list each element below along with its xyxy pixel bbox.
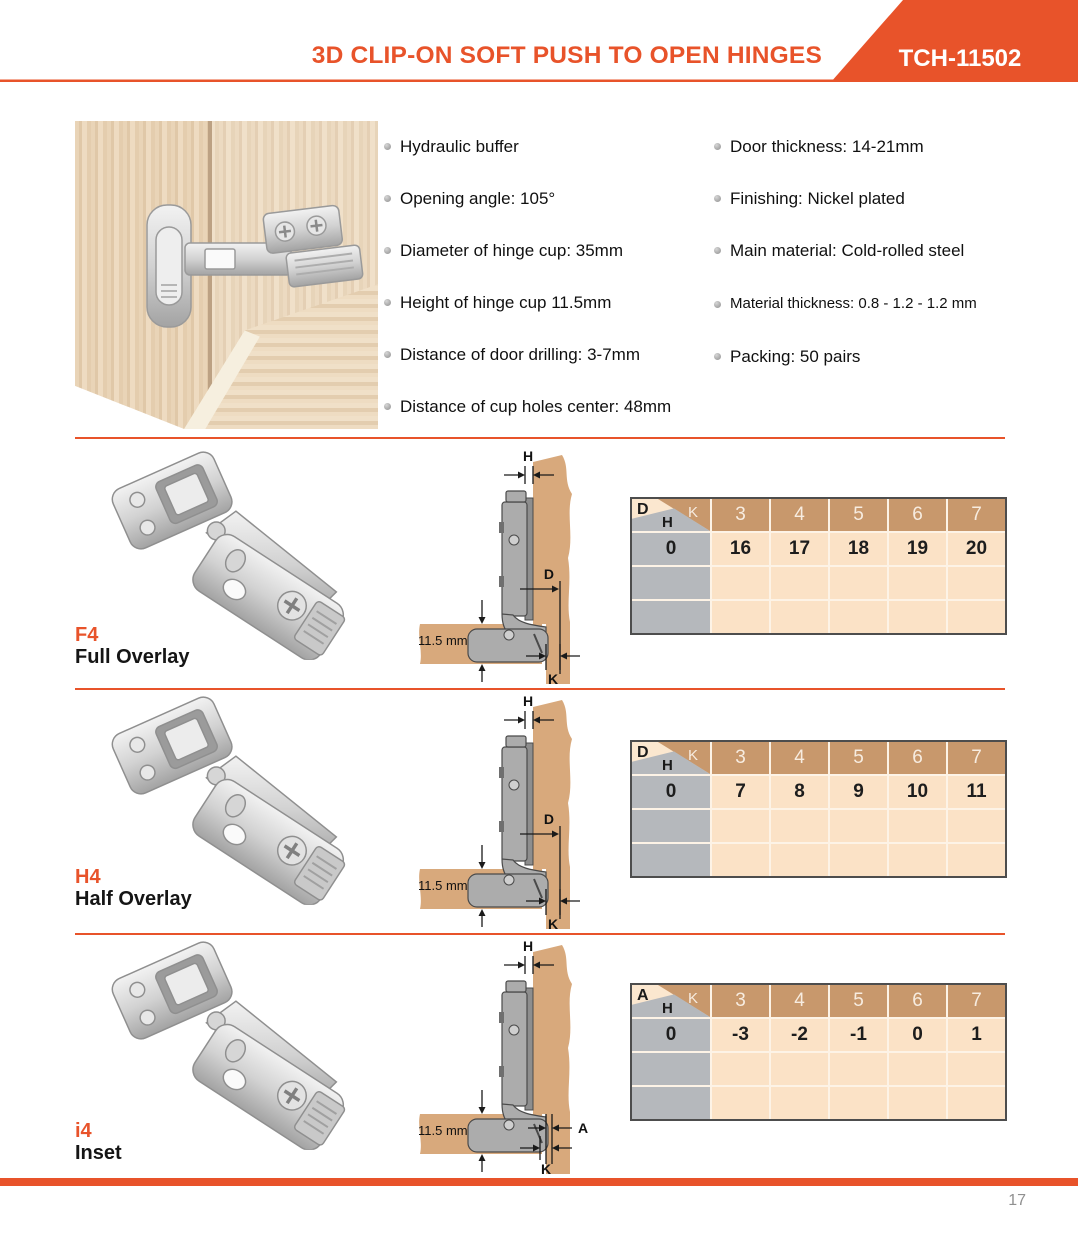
table-value: 0 xyxy=(887,1017,946,1051)
row-header xyxy=(632,842,710,876)
row-header xyxy=(632,599,710,633)
col-header: 3 xyxy=(710,742,769,774)
page-number: 17 xyxy=(1008,1192,1026,1209)
corner-label-top: D xyxy=(637,744,649,761)
table-value: 20 xyxy=(946,531,1005,565)
col-header: 3 xyxy=(710,499,769,531)
table-value xyxy=(828,599,887,633)
table-value xyxy=(887,842,946,876)
hinge-photo-illustration xyxy=(117,187,367,377)
spec-text: Opening angle: 105° xyxy=(400,189,556,208)
row-header xyxy=(632,565,710,599)
dimension-table xyxy=(630,983,1007,1121)
bullet-icon xyxy=(714,353,721,360)
dim-label-cup: 11.5 mm xyxy=(418,1123,468,1138)
dim-label-k: K xyxy=(547,916,559,930)
table-value xyxy=(946,808,1005,842)
corner-label-k: K xyxy=(687,747,698,764)
corner-label-top: A xyxy=(637,987,649,1004)
hinge-image xyxy=(104,938,360,1150)
section-code: i4 xyxy=(75,1120,92,1142)
section-name: Half Overlay xyxy=(75,888,192,910)
table-value xyxy=(710,842,769,876)
table-value: 16 xyxy=(710,531,769,565)
table-value xyxy=(946,565,1005,599)
table-value xyxy=(828,565,887,599)
bullet-icon xyxy=(384,351,391,358)
row-header: 0 xyxy=(632,774,710,808)
section-divider xyxy=(75,688,1005,690)
table-value: -1 xyxy=(828,1017,887,1051)
dimension-table xyxy=(630,497,1007,635)
spec-text: Distance of door drilling: 3-7mm xyxy=(400,345,640,364)
table-value xyxy=(769,565,828,599)
table-corner-cell xyxy=(632,742,710,774)
section-name: Full Overlay xyxy=(75,646,190,668)
spec-text: Finishing: Nickel plated xyxy=(730,189,905,208)
row-header xyxy=(632,1085,710,1119)
spec-text: Diameter of hinge cup: 35mm xyxy=(400,241,623,260)
dim-label-a: A xyxy=(578,1120,589,1136)
col-header: 4 xyxy=(769,499,828,531)
spec-item xyxy=(714,347,1054,368)
corner-label-k: K xyxy=(687,990,698,1007)
table-row xyxy=(632,808,1005,842)
bullet-icon xyxy=(714,301,721,308)
corner-label-h: H xyxy=(662,757,673,774)
col-header: 7 xyxy=(946,742,1005,774)
bullet-icon xyxy=(714,195,721,202)
section-divider xyxy=(75,933,1005,935)
corner-label-k: K xyxy=(687,504,698,521)
dim-label-h: H xyxy=(522,693,534,709)
table-value xyxy=(710,599,769,633)
dim-label-h: H xyxy=(522,448,534,464)
dim-label-d: D xyxy=(543,566,554,582)
spec-item xyxy=(384,137,724,158)
row-header xyxy=(632,808,710,842)
table-value: 11 xyxy=(946,774,1005,808)
table-value xyxy=(769,808,828,842)
table-row xyxy=(632,774,1005,808)
installation-diagram xyxy=(412,448,619,685)
spec-item xyxy=(714,293,1054,316)
table-value xyxy=(887,808,946,842)
table-row xyxy=(632,1017,1005,1051)
dim-label-k: K xyxy=(540,1161,552,1175)
product-photo xyxy=(75,121,378,429)
dim-label-h: H xyxy=(522,938,534,954)
row-header xyxy=(632,1051,710,1085)
spec-text: Packing: 50 pairs xyxy=(730,347,861,366)
table-value: 17 xyxy=(769,531,828,565)
col-header: 6 xyxy=(887,499,946,531)
dim-label-cup: 11.5 mm xyxy=(418,633,468,648)
table-row xyxy=(632,1051,1005,1085)
table-value xyxy=(946,599,1005,633)
table-value xyxy=(828,808,887,842)
bullet-icon xyxy=(384,143,391,150)
col-header: 3 xyxy=(710,985,769,1017)
table-value: -3 xyxy=(710,1017,769,1051)
section-inset xyxy=(0,933,1078,1178)
spec-item xyxy=(714,137,1054,158)
table-value xyxy=(710,1051,769,1085)
dim-label-cup: 11.5 mm xyxy=(418,878,468,893)
corner-label-h: H xyxy=(662,514,673,531)
spec-text: Distance of cup holes center: 48mm xyxy=(400,397,672,416)
table-value xyxy=(710,565,769,599)
corner-label-h: H xyxy=(662,1000,673,1017)
table-row xyxy=(632,565,1005,599)
dim-label-d: D xyxy=(543,811,554,827)
table-value xyxy=(946,842,1005,876)
table-value xyxy=(710,1085,769,1119)
spec-item xyxy=(384,397,724,418)
spec-item xyxy=(384,345,724,366)
spec-item xyxy=(714,241,1054,262)
table-value: 7 xyxy=(710,774,769,808)
col-header: 5 xyxy=(828,742,887,774)
table-value: 1 xyxy=(946,1017,1005,1051)
table-value xyxy=(946,1085,1005,1119)
spec-text: Hydraulic buffer xyxy=(400,137,519,156)
bullet-icon xyxy=(714,247,721,254)
table-value: 8 xyxy=(769,774,828,808)
spec-item xyxy=(714,189,1054,210)
table-value xyxy=(887,1085,946,1119)
bullet-icon xyxy=(384,247,391,254)
table-value xyxy=(769,1051,828,1085)
bullet-icon xyxy=(384,403,391,410)
table-row xyxy=(632,599,1005,633)
installation-diagram xyxy=(412,693,619,930)
spec-item xyxy=(384,241,724,262)
spec-list-left xyxy=(384,137,724,449)
table-value: 19 xyxy=(887,531,946,565)
spec-text: Main material: Cold-rolled steel xyxy=(730,241,965,260)
hinge-image xyxy=(104,693,360,905)
col-header: 7 xyxy=(946,499,1005,531)
model-number: TCH-11502 xyxy=(898,45,1022,72)
col-header: 5 xyxy=(828,499,887,531)
table-row xyxy=(632,1085,1005,1119)
section-divider xyxy=(75,437,1005,439)
section-code: F4 xyxy=(75,624,99,646)
table-value xyxy=(710,808,769,842)
section-name: Inset xyxy=(75,1142,122,1164)
table-value: -2 xyxy=(769,1017,828,1051)
spec-text: Height of hinge cup 11.5mm xyxy=(400,293,612,312)
hinge-image xyxy=(104,448,360,660)
table-corner-cell xyxy=(632,985,710,1017)
footer-bar xyxy=(0,1178,1078,1186)
table-value: 10 xyxy=(887,774,946,808)
table-value xyxy=(946,1051,1005,1085)
col-header: 4 xyxy=(769,985,828,1017)
page-title: 3D CLIP-ON SOFT PUSH TO OPEN HINGES xyxy=(311,42,822,69)
table-value: 18 xyxy=(828,531,887,565)
row-header: 0 xyxy=(632,531,710,565)
bullet-icon xyxy=(384,195,391,202)
spec-text: Door thickness: 14-21mm xyxy=(730,137,924,156)
table-value xyxy=(769,842,828,876)
table-value xyxy=(887,599,946,633)
dimension-table xyxy=(630,740,1007,878)
row-header: 0 xyxy=(632,1017,710,1051)
installation-diagram xyxy=(412,938,619,1175)
table-value xyxy=(828,842,887,876)
corner-label-top: D xyxy=(637,501,649,518)
section-half-overlay xyxy=(0,688,1078,933)
table-value xyxy=(828,1051,887,1085)
col-header: 5 xyxy=(828,985,887,1017)
spec-text: Material thickness: 0.8 - 1.2 - 1.2 mm xyxy=(730,295,977,312)
col-header: 4 xyxy=(769,742,828,774)
bullet-icon xyxy=(384,299,391,306)
col-header: 6 xyxy=(887,985,946,1017)
spec-list-right xyxy=(714,137,1054,399)
section-full-overlay xyxy=(0,437,1078,688)
table-row xyxy=(632,531,1005,565)
col-header: 7 xyxy=(946,985,1005,1017)
table-value: 9 xyxy=(828,774,887,808)
spec-item xyxy=(384,189,724,210)
dim-label-k: K xyxy=(547,671,559,685)
spec-item xyxy=(384,293,724,314)
table-value xyxy=(769,1085,828,1119)
table-value xyxy=(828,1085,887,1119)
table-value xyxy=(769,599,828,633)
table-row xyxy=(632,842,1005,876)
bullet-icon xyxy=(714,143,721,150)
table-value xyxy=(887,1051,946,1085)
section-code: H4 xyxy=(75,866,101,888)
table-value xyxy=(887,565,946,599)
table-corner-cell xyxy=(632,499,710,531)
col-header: 6 xyxy=(887,742,946,774)
